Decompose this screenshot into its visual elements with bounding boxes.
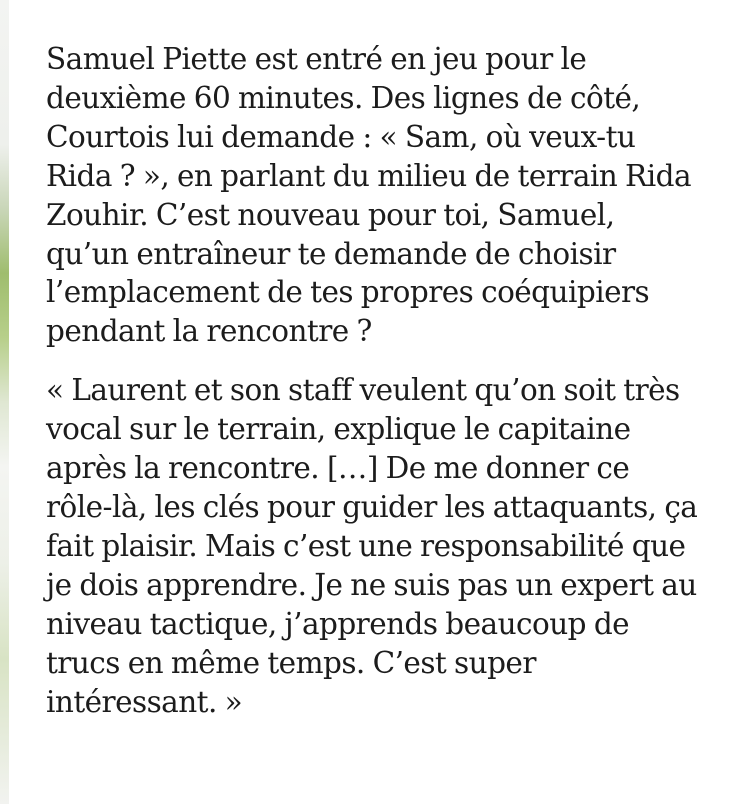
text-line: qu’un entraîneur te demande de choisir [46,236,616,271]
text-line: intéressant. » [46,684,243,719]
text-line: Samuel Piette est entré en jeu pour le [46,42,587,76]
paragraph-question [46,40,736,351]
text-line: trucs en même temps. C’est super [46,645,536,680]
text-line: rôle-là, les clés pour guider les attaquants, ça [46,489,698,524]
photo-edge-strip [0,0,9,804]
text-line: fait plaisir. Mais c’est une responsabilité que [46,528,686,563]
text-line: vocal sur le terrain, explique le capitaine [46,412,631,447]
text-line: pendant la rencontre ? [46,314,372,349]
text-line: niveau tactique, j’apprends beaucoup de [46,606,630,641]
paragraph-quote [46,371,736,721]
text-line: je dois apprendre. Je ne suis pas un expert au [46,567,697,602]
article-text [46,40,736,721]
text-line: deuxième 60 minutes. Des lignes de côté, [46,80,641,115]
text-line: Zouhir. C’est nouveau pour toi, Samuel, [46,197,615,232]
text-line: « Laurent et son staff veulent qu’on soit très [46,373,680,408]
text-line: l’emplacement de tes propres coéquipiers [46,275,650,310]
text-line: Rida ? », en parlant du milieu de terrain Rida [46,158,691,193]
text-line: après la rencontre. […] De me donner ce [46,451,630,486]
text-line: Courtois lui demande : « Sam, où veux-tu [46,119,636,154]
